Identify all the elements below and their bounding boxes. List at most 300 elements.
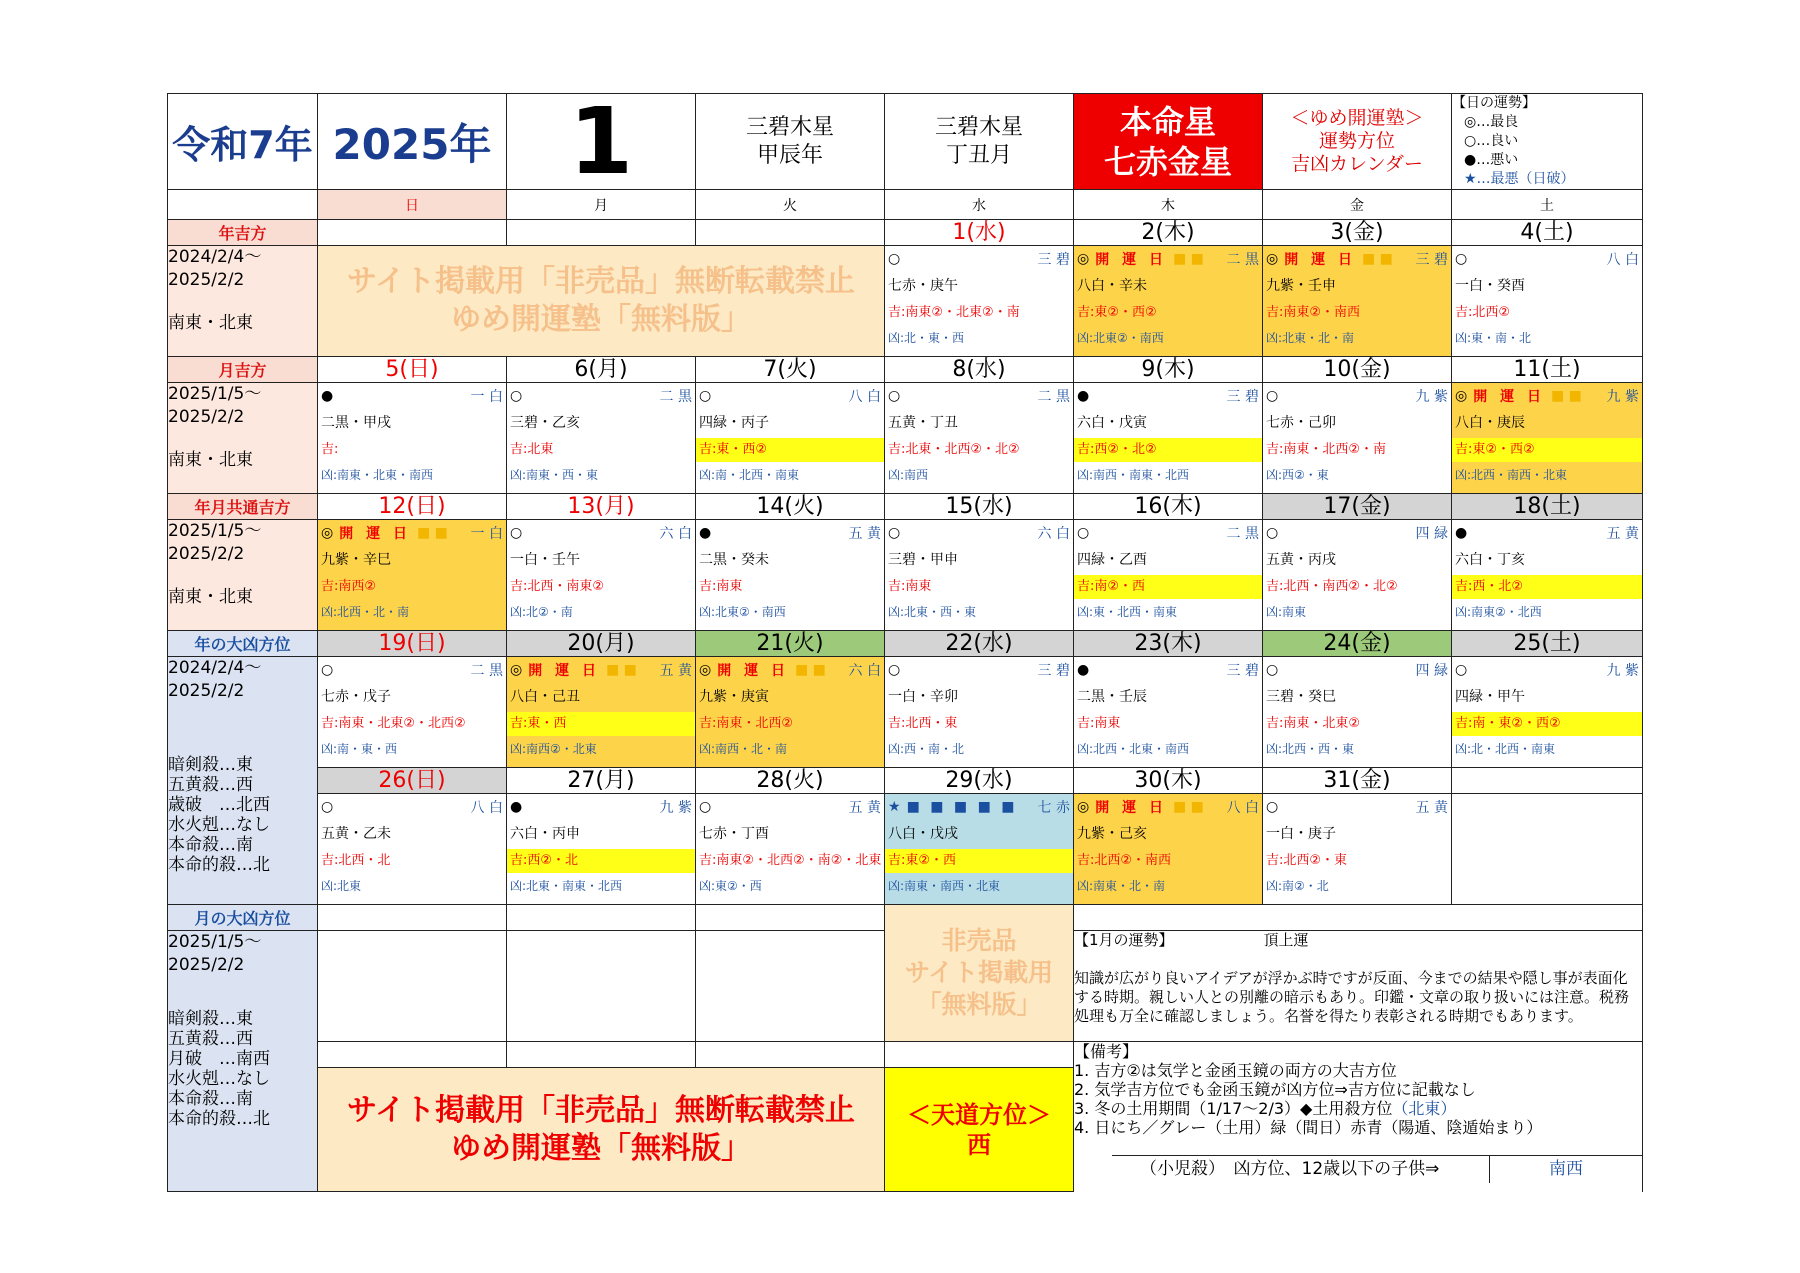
kaiun-label: 開 運 日 — [1095, 800, 1167, 816]
weekday-sat: 土 — [1540, 197, 1554, 214]
yume-sub2: 吉凶カレンダー — [1291, 153, 1423, 175]
legend-worst: ★…最悪（日破） — [1464, 171, 1575, 187]
day-star: 三 碧 — [1226, 389, 1259, 405]
date-header: 15(水) — [945, 494, 1013, 519]
day-star: 八 白 — [1226, 800, 1259, 816]
day-star: 五 黄 — [659, 663, 692, 679]
month-number: 1 — [568, 94, 633, 189]
watermark-line: サイト掲載用「非売品」無断転載禁止 — [347, 1092, 855, 1128]
year-cell — [318, 94, 507, 190]
legend-bad: ●…悪い — [1464, 152, 1519, 168]
date-header: 29(水) — [945, 768, 1013, 793]
day-content — [885, 520, 1073, 630]
day-lucky-directions: 吉:北東 — [510, 442, 554, 457]
side-line: 2024/2/4～ — [168, 658, 262, 678]
day-cell-20 — [507, 657, 696, 768]
day-unlucky-directions: 凶:南・北西・南東 — [699, 468, 800, 482]
fortune-mark-icon: ● — [699, 525, 712, 541]
day-kanshi: 八白・戊戌 — [888, 826, 958, 842]
fortune-mark-icon: ○ — [888, 388, 901, 404]
day-cell-10 — [1263, 383, 1452, 494]
date-header: 28(火) — [756, 768, 824, 793]
side-line: 南東・北東 — [168, 313, 253, 333]
day-unlucky-directions: 凶:東・北西・南東 — [1077, 605, 1178, 619]
fortune-mark-icon: ○ — [1266, 388, 1279, 404]
shouni-direction: 南西 — [1549, 1159, 1583, 1179]
day-cell-8 — [885, 383, 1074, 494]
side-line: 2025/2/2 — [168, 544, 245, 564]
day-cell-27 — [507, 794, 696, 905]
date-header: 2(木) — [1141, 220, 1195, 245]
side-line: 2024/2/4～ — [168, 247, 262, 267]
day-kanshi: 一白・辛卯 — [888, 689, 958, 705]
tsuki-daikyo-title: 月の大凶方位 — [194, 909, 291, 928]
day-content — [1074, 657, 1262, 767]
legend-best: ◎…最良 — [1464, 114, 1519, 130]
day-kanshi: 二黒・甲戌 — [321, 415, 391, 431]
day-content — [1074, 246, 1262, 356]
day-lucky-directions: 吉:北西・北 — [321, 853, 391, 868]
side-line: 月破 …南西 — [168, 1049, 270, 1069]
date-header: 8(水) — [952, 357, 1006, 382]
day-cell-30 — [1074, 794, 1263, 905]
note-3: 3. 冬の土用期間（1/17～2/3）◆土用殺方位 — [1074, 1099, 1393, 1118]
weekday-row — [168, 190, 1643, 220]
day-kanshi: 八白・辛未 — [1077, 278, 1147, 294]
day-content — [1263, 246, 1451, 356]
calendar-grid — [167, 93, 1643, 1192]
day-star: 六 白 — [659, 526, 692, 542]
day-content — [507, 657, 695, 767]
day-content — [885, 246, 1073, 356]
honmei-cell — [1074, 94, 1263, 190]
day-lucky-directions: 吉:西②・北② — [1074, 438, 1262, 462]
kaiun-label: 開 運 日 — [528, 663, 600, 679]
fortune-luck: 頂上運 — [1263, 931, 1309, 949]
day-lucky-directions: 吉:北東・北西②・北② — [888, 442, 1020, 457]
day-lucky-directions: 吉:南東②・北西②・南②・北東 — [699, 853, 882, 868]
date-header: 4(土) — [1520, 220, 1574, 245]
day-cell-16 — [1074, 520, 1263, 631]
day-lucky-directions: 吉:南東・北西② — [699, 716, 794, 731]
side-line: 暗剣殺…東 — [168, 1009, 253, 1029]
day-star: 六 白 — [848, 663, 881, 679]
square-icon: ■ ■ — [416, 525, 448, 541]
day-content — [1074, 794, 1262, 904]
day-star: 二 黒 — [1226, 526, 1259, 542]
legend-good: ○…良い — [1464, 133, 1519, 149]
day-unlucky-directions: 凶:北東②・南西 — [1077, 331, 1164, 345]
day-cell-29 — [885, 794, 1074, 905]
day-kanshi: 五黄・乙未 — [321, 826, 391, 842]
day-kanshi: 三碧・甲申 — [888, 552, 958, 568]
day-star: 二 黒 — [470, 663, 503, 679]
fortune-mark-icon: ◎ — [1077, 799, 1090, 815]
watermark-line: 非売品 — [941, 926, 1017, 955]
date-header: 21(火) — [756, 631, 824, 656]
day-lucky-directions: 吉:東②・西② — [1452, 438, 1642, 462]
day-content — [1263, 520, 1451, 630]
square-icon: ■ ■ — [1172, 251, 1204, 267]
day-content — [696, 657, 884, 767]
day-content — [318, 794, 506, 904]
square-icon: ■ ■ — [1361, 251, 1393, 267]
day-unlucky-directions: 凶:南西 — [888, 468, 929, 482]
fortune-mark-icon: ○ — [699, 799, 712, 815]
day-star: 五 黄 — [848, 526, 881, 542]
era: 令和7年 — [172, 123, 313, 167]
day-content — [318, 520, 506, 630]
kyotsu-title: 年月共通吉方 — [194, 498, 291, 517]
day-kanshi: 六白・戊寅 — [1077, 415, 1147, 431]
day-unlucky-directions: 凶:南②・北 — [1266, 879, 1329, 893]
weekday-fri: 金 — [1350, 197, 1364, 214]
honmei-label: 本命星 — [1119, 102, 1216, 141]
side-line: 2025/1/5～ — [168, 384, 262, 404]
day-cell-19 — [318, 657, 507, 768]
day-kanshi: 三碧・乙亥 — [510, 415, 580, 431]
watermark-line: ゆめ開運塾「無料版」 — [451, 1130, 751, 1166]
day-cell-18 — [1452, 520, 1643, 631]
day-lucky-directions: 吉:南東・北東② — [1266, 716, 1361, 731]
day-kanshi: 五黄・丙戌 — [1266, 552, 1336, 568]
day-cell-13 — [507, 520, 696, 631]
square-icon: ■ ■ — [605, 662, 637, 678]
day-lucky-directions: 吉:西②・北 — [507, 849, 695, 873]
day-lucky-directions: 吉:東②・西 — [885, 849, 1073, 873]
date-header: 5(日) — [385, 357, 439, 382]
side-line: 南東・北東 — [168, 450, 253, 470]
day-unlucky-directions: 凶:北・東・西 — [888, 331, 965, 345]
day-star: 一 白 — [470, 389, 503, 405]
day-star: 八 白 — [470, 800, 503, 816]
watermark-line: ゆめ開運塾「無料版」 — [451, 302, 751, 337]
day-kanshi: 四緑・甲午 — [1455, 689, 1525, 705]
kaiun-label: 開 運 日 — [717, 663, 789, 679]
date-header: 26(日) — [378, 768, 446, 793]
tendo-cell — [885, 1068, 1074, 1192]
day-content — [696, 794, 884, 904]
day-kanshi: 九紫・辛巳 — [321, 552, 391, 568]
side-line: 歳破 …北西 — [168, 795, 270, 815]
day-cell-22 — [885, 657, 1074, 768]
date-header: 10(金) — [1323, 357, 1391, 382]
fortune-mark-icon: ○ — [321, 799, 334, 815]
day-star: 九 紫 — [1606, 663, 1639, 679]
day-unlucky-directions: 凶:南東②・北西 — [1455, 605, 1542, 619]
day-lucky-directions: 吉:南西② — [321, 579, 377, 594]
day-content — [1074, 383, 1262, 493]
fortune-mark-icon: ○ — [699, 388, 712, 404]
side-line: 2025/1/5～ — [168, 521, 262, 541]
day-kanshi: 七赤・戊子 — [321, 689, 391, 705]
fortune-mark-icon: ○ — [510, 525, 523, 541]
day-unlucky-directions: 凶:南西②・北東 — [510, 742, 597, 756]
day-lucky-directions: 吉: — [321, 442, 339, 457]
day-content — [507, 794, 695, 904]
day-content — [1452, 657, 1642, 767]
calendar — [167, 93, 1642, 1183]
day-unlucky-directions: 凶:西・南・北 — [888, 742, 965, 756]
day-star: 三 碧 — [1415, 252, 1448, 268]
date-header: 25(土) — [1513, 631, 1581, 656]
day-lucky-directions: 吉:北西② — [1455, 305, 1511, 320]
day-lucky-directions: 吉:北西②・南西 — [1077, 853, 1172, 868]
day-unlucky-directions: 凶:北東 — [321, 879, 362, 893]
fortune-mark-icon: ○ — [1455, 662, 1468, 678]
fortune-mark-icon: ○ — [888, 251, 901, 267]
month-kanshi: 丁丑月 — [945, 142, 1012, 168]
day-cell-31 — [1263, 794, 1452, 905]
date-header: 14(火) — [756, 494, 824, 519]
day-lucky-directions: 吉:南東 — [888, 579, 932, 594]
note-2: 2. 気学吉方位でも金函玉鏡が凶方位⇒吉方位に記載なし — [1074, 1080, 1476, 1099]
side-line: 本命的殺…北 — [168, 855, 270, 875]
date-header: 27(月) — [567, 768, 635, 793]
watermark-small — [885, 905, 1074, 1042]
notes-title: 【備考】 — [1074, 1042, 1139, 1061]
fortune-mark-icon: ● — [1077, 662, 1090, 678]
day-lucky-directions: 吉:南東 — [699, 579, 743, 594]
yume-title: ＜ゆめ開運塾＞ — [1290, 107, 1424, 129]
day-kanshi: 二黒・癸未 — [699, 552, 769, 568]
date-header: 9(木) — [1141, 357, 1195, 382]
day-unlucky-directions: 凶:南東・南西・北東 — [888, 879, 1001, 893]
watermark-top — [318, 246, 885, 357]
yume-sub1: 運勢方位 — [1318, 130, 1395, 152]
side-line: 2025/2/2 — [168, 955, 245, 975]
day-lucky-directions: 吉:南東・北西②・南 — [1266, 442, 1387, 457]
day-content — [318, 657, 506, 767]
note-4: 4. 日にち／グレー（土用）緑（間日）赤青（陽遁、陰遁始まり） — [1074, 1118, 1543, 1137]
kaiun-label: 開 運 日 — [1284, 252, 1356, 268]
day-kanshi: 一白・壬午 — [510, 552, 580, 568]
date-header: 13(月) — [567, 494, 635, 519]
fortune-text: 知識が広がり良いアイデアが浮かぶ時ですが反面、今までの結果や隠し事が表面化する時期。親しい人との別離の暗示もあり。印鑑・文章の取り扱いには注意。税務処理も万全に確認しましょう。名誉を得たり表彰される時期でもあります。 — [1074, 969, 1630, 1025]
day-kanshi: 三碧・癸巳 — [1266, 689, 1336, 705]
day-kanshi: 五黄・丁丑 — [888, 415, 958, 431]
date-header: 20(月) — [567, 631, 635, 656]
date-header: 11(土) — [1513, 357, 1581, 382]
date-header: 12(日) — [378, 494, 446, 519]
date-header: 18(土) — [1513, 494, 1581, 519]
nen-kippo-body — [168, 246, 318, 357]
day-unlucky-directions: 凶:北東・南東・北西 — [510, 879, 623, 893]
day-star: 九 紫 — [659, 800, 692, 816]
day-lucky-directions: 吉:東・西 — [507, 712, 695, 736]
day-star: 二 黒 — [1226, 252, 1259, 268]
day-cell-5 — [318, 383, 507, 494]
fortune-mark-icon: ○ — [1266, 662, 1279, 678]
nen-daikyo-title: 年の大凶方位 — [194, 635, 291, 654]
date-header: 3(金) — [1330, 220, 1384, 245]
day-cell-15 — [885, 520, 1074, 631]
day-kanshi: 一白・癸酉 — [1455, 278, 1525, 294]
date-header: 23(木) — [1134, 631, 1202, 656]
day-lucky-directions: 吉:南②・西 — [1074, 575, 1262, 599]
day-cell-25 — [1452, 657, 1643, 768]
day-unlucky-directions: 凶:北西・西・東 — [1266, 742, 1355, 756]
day-kanshi: 二黒・壬辰 — [1077, 689, 1147, 705]
day-content — [885, 657, 1073, 767]
day-cell-6 — [507, 383, 696, 494]
weekday-sun: 日 — [405, 197, 419, 214]
side-line: 2025/2/2 — [168, 407, 245, 427]
side-line: 本命殺…南 — [168, 835, 253, 855]
day-star: 二 黒 — [1037, 389, 1070, 405]
date-header: 22(水) — [945, 631, 1013, 656]
day-cell-26 — [318, 794, 507, 905]
fortune-mark-icon: ◎ — [699, 662, 712, 678]
side-line: 五黄殺…西 — [168, 775, 253, 795]
fortune-mark-icon: ★ — [888, 799, 901, 815]
day-kanshi: 七赤・丁酉 — [699, 826, 769, 842]
day-content — [507, 383, 695, 493]
day-kanshi: 一白・庚子 — [1266, 826, 1336, 842]
day-kanshi: 四緑・乙酉 — [1077, 552, 1147, 568]
side-line: 南東・北東 — [168, 587, 253, 607]
shouni-label: （小児殺） 凶方位、12歳以下の子供⇒ — [1112, 1156, 1490, 1183]
day-content — [885, 383, 1073, 493]
day-star: 五 黄 — [1606, 526, 1639, 542]
day-unlucky-directions: 凶:東・南・北 — [1455, 331, 1532, 345]
era-cell — [168, 94, 318, 190]
day-star: 七 赤 — [1037, 800, 1070, 816]
fortune-mark-icon: ◎ — [1455, 388, 1468, 404]
tsuki-kippo-body — [168, 383, 318, 494]
day-star: 六 白 — [1037, 526, 1070, 542]
fortune-mark-icon: ◎ — [1077, 251, 1090, 267]
kaiun-label: 開 運 日 — [1095, 252, 1167, 268]
shouni-row — [1112, 1155, 1642, 1183]
year-star: 三碧木星 — [745, 114, 834, 140]
date-header: 16(木) — [1134, 494, 1202, 519]
side-line: 2025/2/2 — [168, 270, 245, 290]
day-unlucky-directions: 凶:南東・北・南 — [1077, 879, 1166, 893]
day-star: 四 緑 — [1415, 526, 1448, 542]
month-star-cell — [885, 94, 1074, 190]
side-line: 暗剣殺…東 — [168, 755, 253, 775]
day-lucky-directions: 吉:東②・西② — [1077, 305, 1157, 320]
day-unlucky-directions: 凶:北西・北東・南西 — [1077, 742, 1190, 756]
day-lucky-directions: 吉:北西・南東② — [510, 579, 605, 594]
fortune-mark-icon: ○ — [888, 525, 901, 541]
weekday-mon: 月 — [594, 197, 608, 214]
date-header: 30(木) — [1134, 768, 1202, 793]
day-star: 二 黒 — [659, 389, 692, 405]
side-line: 五黄殺…西 — [168, 1029, 253, 1049]
day-lucky-directions: 吉:東・西② — [696, 438, 884, 462]
year-kanshi: 甲辰年 — [756, 142, 823, 168]
side-line: 水火剋…なし — [168, 1069, 270, 1089]
day-unlucky-directions: 凶:北・北西・南東 — [1455, 742, 1556, 756]
weekday-wed: 水 — [972, 197, 986, 214]
date-header: 31(金) — [1323, 768, 1391, 793]
day-lucky-directions: 吉:南東・北東②・北西② — [321, 716, 466, 731]
date-header: 24(金) — [1323, 631, 1391, 656]
fortune-mark-icon: ◎ — [321, 525, 334, 541]
tsuki-kippo-title: 月吉方 — [218, 361, 267, 380]
square-icon: ■ ■ — [1172, 799, 1204, 815]
day-unlucky-directions: 凶:南西・北・南 — [699, 742, 788, 756]
day-cell-3 — [1263, 246, 1452, 357]
nen-kippo-title: 年吉方 — [218, 224, 267, 243]
day-star: 三 碧 — [1226, 663, 1259, 679]
watermark-line: 「無料版」 — [916, 990, 1042, 1019]
yume-cell — [1263, 94, 1452, 190]
day-unlucky-directions: 凶:北東・北・南 — [1266, 331, 1355, 345]
day-unlucky-directions: 凶:南西・南東・北西 — [1077, 468, 1190, 482]
fortune-mark-icon: ● — [321, 388, 334, 404]
day-star: 一 白 — [470, 526, 503, 542]
date-header: 17(金) — [1323, 494, 1391, 519]
day-content — [1263, 657, 1451, 767]
day-kanshi: 九紫・庚寅 — [699, 689, 769, 705]
day-cell-7 — [696, 383, 885, 494]
square-icon: ■ ■ ■ ■ ■ — [906, 799, 1018, 815]
day-lucky-directions: 吉:北西②・東 — [1266, 853, 1348, 868]
tsuki-daikyo-body — [168, 931, 318, 1192]
day-content — [1452, 246, 1642, 356]
side-line: 本命的殺…北 — [168, 1109, 270, 1129]
legend — [1452, 94, 1643, 190]
side-line: 2025/1/5～ — [168, 932, 262, 952]
square-icon: ■ ■ — [1550, 388, 1582, 404]
day-content — [318, 383, 506, 493]
day-lucky-directions: 吉:南東②・南西 — [1266, 305, 1361, 320]
day-cell-1 — [885, 246, 1074, 357]
day-content — [1452, 383, 1642, 493]
day-content — [1263, 794, 1451, 904]
fortune-mark-icon: ○ — [1266, 525, 1279, 541]
watermark-line: サイト掲載用「非売品」無断転載禁止 — [347, 264, 855, 299]
weekday-thu: 木 — [1161, 197, 1175, 214]
square-icon: ■ ■ — [794, 662, 826, 678]
day-kanshi: 九紫・壬申 — [1266, 278, 1336, 294]
day-unlucky-directions: 凶:北②・南 — [510, 605, 573, 619]
fortune-mark-icon: ○ — [1077, 525, 1090, 541]
kaiun-label: 開 運 日 — [1473, 389, 1545, 405]
day-kanshi: 七赤・庚午 — [888, 278, 958, 294]
day-cell-2 — [1074, 246, 1263, 357]
day-content — [1263, 383, 1451, 493]
date-header: 1(水) — [952, 220, 1006, 245]
fortune-mark-icon: ○ — [888, 662, 901, 678]
day-kanshi: 七赤・己卯 — [1266, 415, 1336, 431]
day-kanshi: 八白・庚辰 — [1455, 415, 1525, 431]
day-star: 八 白 — [1606, 252, 1639, 268]
side-line: 2025/2/2 — [168, 681, 245, 701]
day-cell-21 — [696, 657, 885, 768]
day-content — [1074, 520, 1262, 630]
day-cell-9 — [1074, 383, 1263, 494]
day-cell-12 — [318, 520, 507, 631]
side-line: 本命殺…南 — [168, 1089, 253, 1109]
day-lucky-directions: 吉:北西・東 — [888, 716, 958, 731]
watermark-bottom — [318, 1068, 885, 1192]
day-unlucky-directions: 凶:南東・西・東 — [510, 468, 599, 482]
fortune-mark-icon: ○ — [321, 662, 334, 678]
day-kanshi: 六白・丙申 — [510, 826, 580, 842]
fortune-mark-icon: ● — [510, 799, 523, 815]
nen-daikyo-body — [168, 657, 318, 905]
day-lucky-directions: 吉:南東 — [1077, 716, 1121, 731]
date-header: 19(日) — [378, 631, 446, 656]
monthly-fortune — [1074, 931, 1643, 1042]
day-star: 三 碧 — [1037, 663, 1070, 679]
day-lucky-directions: 吉:北西・南西②・北② — [1266, 579, 1398, 594]
day-lucky-directions: 吉:西・北② — [1452, 575, 1642, 599]
